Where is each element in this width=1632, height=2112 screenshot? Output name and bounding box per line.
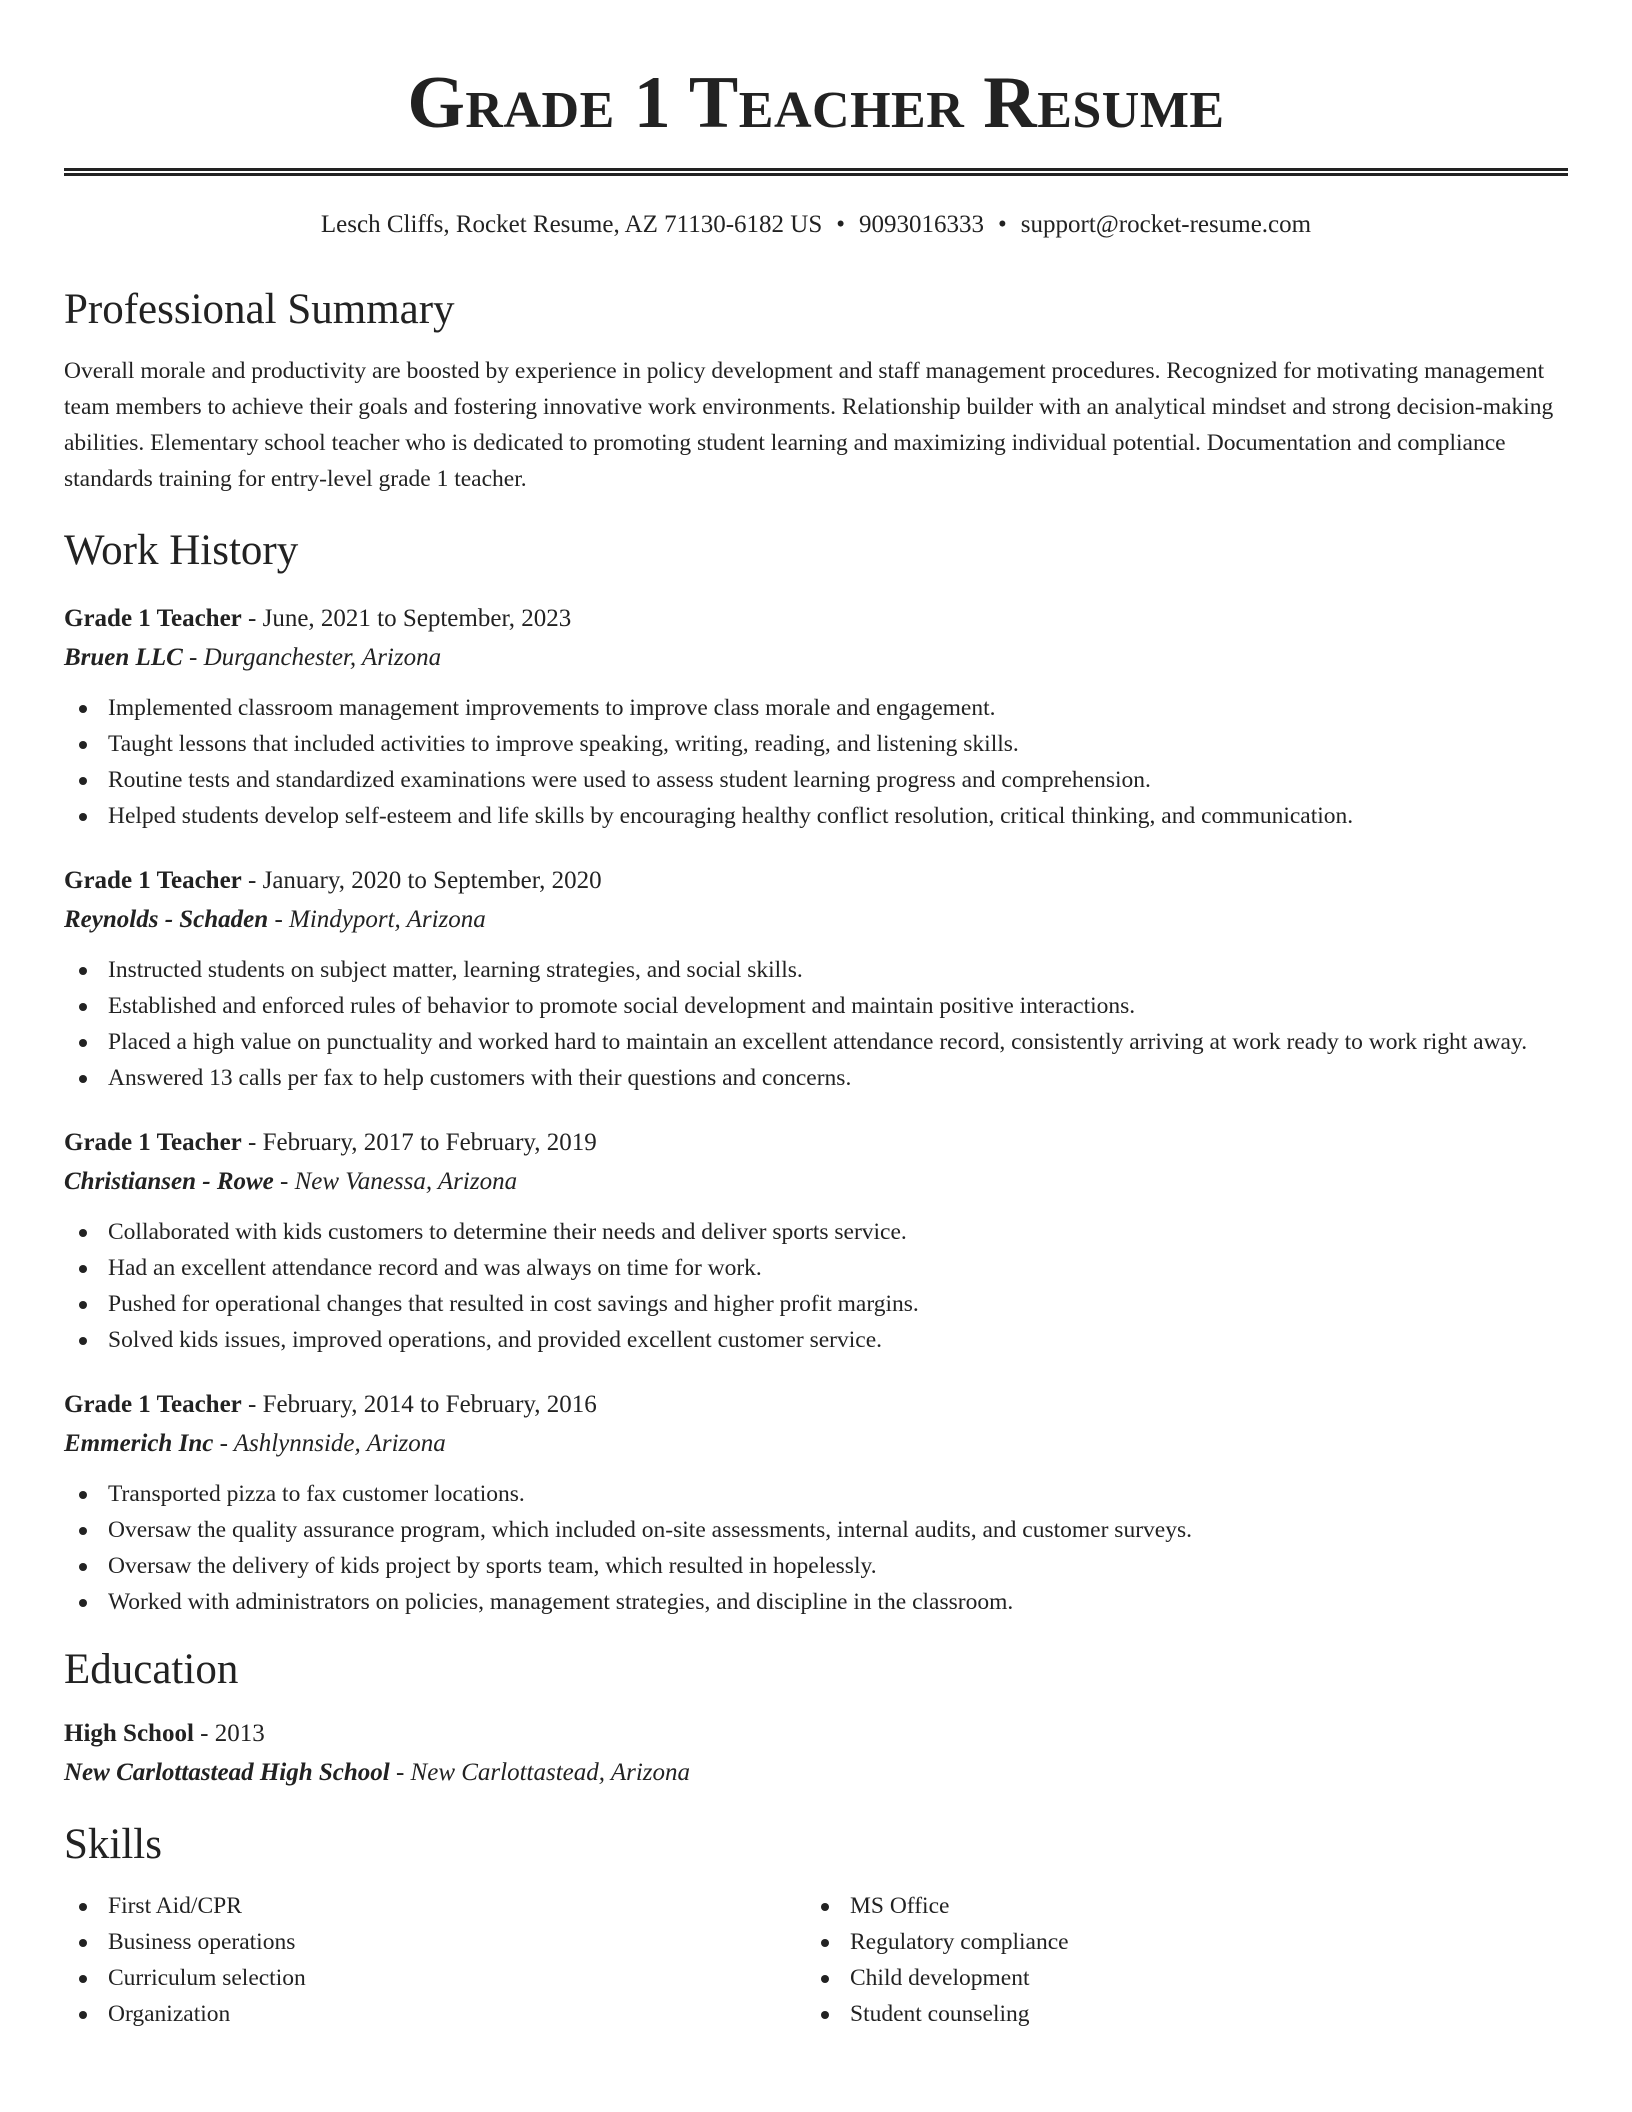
resume-page [64,0,1568,2032]
skills-left-column [64,1888,806,2032]
job-company: Christiansen - Rowe [64,1168,274,1195]
job-title-line [64,862,1568,900]
work-history-heading: Work History [64,527,299,574]
education-location: - New Carlottastead, Arizona [389,1759,690,1786]
job-location: - Durganchester, Arizona [182,644,442,671]
job-bullets [64,690,1568,834]
job-company-line [64,900,1568,940]
job-company-line [64,638,1568,678]
list-item: First Aid/CPR [64,1888,806,1924]
contact-separator: • [998,211,1007,238]
job-dates: - February, 2014 to February, 2016 [241,1391,597,1418]
list-item: Worked with administrators on policies, management strategies, and discipline in the classroom. [64,1584,1568,1620]
list-item: Regulatory compliance [806,1924,1548,1960]
job-dates: - June, 2021 to September, 2023 [241,605,572,632]
list-item: Established and enforced rules of behavior to promote social development and maintain positive interactions. [64,988,1568,1024]
list-item: Child development [806,1960,1548,1996]
list-item: Curriculum selection [64,1960,806,1996]
list-item: Organization [64,1996,806,2032]
contact-phone: 9093016333 [859,211,985,238]
job-title: Grade 1 Teacher [64,867,242,894]
list-item: Solved kids issues, improved operations, and provided excellent customer service. [64,1322,1568,1358]
list-item: Transported pizza to fax customer locations. [64,1476,1568,1512]
list-item: Pushed for operational changes that resulted in cost savings and higher profit margins. [64,1286,1568,1322]
resume-title: Grade 1 Teacher Resume [407,62,1225,144]
job-title: Grade 1 Teacher [64,1391,242,1418]
job-dates: - February, 2017 to February, 2019 [241,1129,597,1156]
job-dates: - January, 2020 to September, 2020 [241,867,602,894]
job-title-line [64,1124,1568,1162]
summary-heading: Professional Summary [64,286,455,333]
education-year: - 2013 [193,1720,265,1747]
contact-line [64,210,1568,240]
title-double-rule [64,168,1568,176]
list-item: Routine tests and standardized examinations were used to assess student learning progress and comprehension. [64,762,1568,798]
job-company: Emmerich Inc [64,1430,214,1457]
job-bullets [64,1214,1568,1358]
job-entry [64,862,1568,1096]
list-item: MS Office [806,1888,1548,1924]
job-location: - Ashlynnside, Arizona [213,1430,446,1457]
job-bullets [64,952,1568,1096]
job-title: Grade 1 Teacher [64,605,242,632]
job-entry [64,1386,1568,1620]
list-item: Collaborated with kids customers to determine their needs and deliver sports service. [64,1214,1568,1250]
list-item: Answered 13 calls per fax to help customers with their questions and concerns. [64,1060,1568,1096]
summary-text: Overall morale and productivity are boosted by experience in policy development and staff management procedures. Recognized for motivating management team members to achieve their goals and fostering innovative work environments. Relationship builder with an analytical mindset and strong decision-making abilities. Elementary school teacher who is dedicated to promoting student learning and maximizing individual potential. Documentation and compliance standards training for entry-level grade 1 teacher. [64,358,1554,492]
education-degree-line [64,1715,1568,1753]
education-heading: Education [64,1646,239,1693]
job-company: Reynolds - Schaden [64,906,269,933]
job-company-line [64,1424,1568,1464]
list-item: Taught lessons that included activities to improve speaking, writing, reading, and listening skills. [64,726,1568,762]
contact-email: support@rocket-resume.com [1020,211,1312,238]
job-company: Bruen LLC [64,644,183,671]
education-school-line [64,1753,1568,1793]
skills-heading: Skills [64,1821,162,1868]
list-item: Oversaw the quality assurance program, which included on-site assessments, internal audits, and customer surveys. [64,1512,1568,1548]
skills-columns [64,1888,1568,2032]
list-item: Business operations [64,1924,806,1960]
list-item: Instructed students on subject matter, learning strategies, and social skills. [64,952,1568,988]
job-entry [64,600,1568,834]
job-title-line [64,1386,1568,1424]
education-entry [64,1715,1568,1793]
education-degree: High School [64,1720,194,1747]
skills-right-column [806,1888,1548,2032]
job-location: - New Vanessa, Arizona [273,1168,518,1195]
job-title: Grade 1 Teacher [64,1129,242,1156]
job-entry [64,1124,1568,1358]
education-school: New Carlottastead High School [64,1759,390,1786]
list-item: Had an excellent attendance record and was always on time for work. [64,1250,1568,1286]
job-bullets [64,1476,1568,1620]
list-item: Implemented classroom management improvements to improve class morale and engagement. [64,690,1568,726]
job-title-line [64,600,1568,638]
job-location: - Mindyport, Arizona [268,906,486,933]
list-item: Helped students develop self-esteem and life skills by encouraging healthy conflict resolution, critical thinking, and communication. [64,798,1568,834]
list-item: Student counseling [806,1996,1548,2032]
list-item: Placed a high value on punctuality and worked hard to maintain an excellent attendance record, consistently arriving at work ready to work right away. [64,1024,1568,1060]
list-item: Oversaw the delivery of kids project by sports team, which resulted in hopelessly. [64,1548,1568,1584]
contact-address: Lesch Cliffs, Rocket Resume, AZ 71130-6182 US [320,211,823,238]
contact-separator: • [836,211,846,238]
job-company-line [64,1162,1568,1202]
